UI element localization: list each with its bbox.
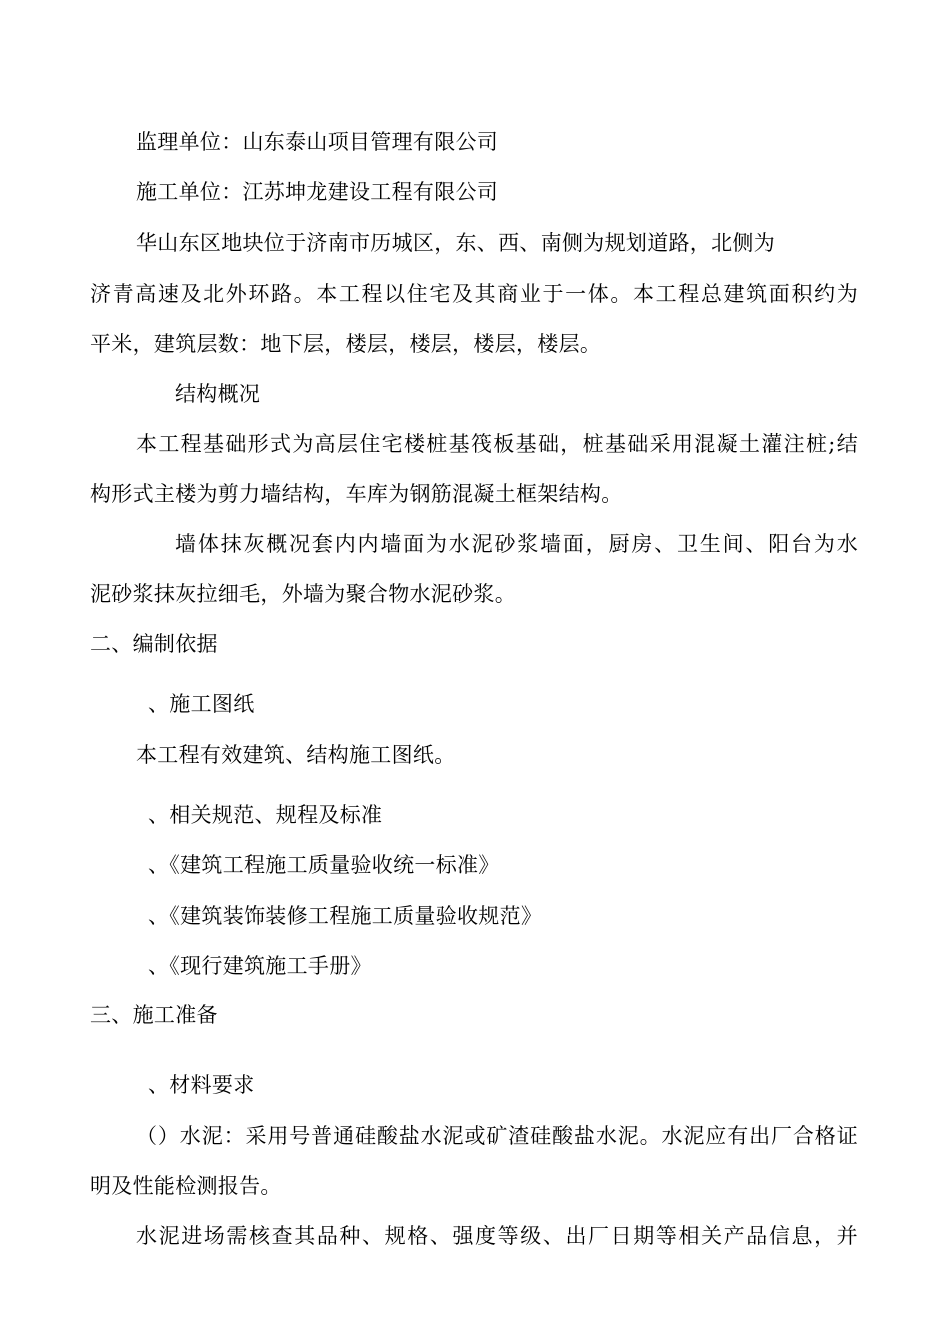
standard-item-2: 、《建筑装饰装修工程施工质量验收规范》: [148, 904, 543, 928]
item-materials: 、材料要求: [148, 1073, 255, 1097]
structure-line-1: 本工程基础形式为高层住宅楼桩基筏板基础，桩基础采用混凝土灌注桩;结: [136, 432, 858, 456]
standard-item-3: 、《现行建筑施工手册》: [148, 954, 372, 978]
structure-line-2: 构形式主楼为剪力墙结构，车库为钢筋混凝土框架结构。: [90, 482, 623, 506]
plaster-overview-line-2: 泥砂浆抹灰拉细毛，外墙为聚合物水泥砂浆。: [90, 582, 516, 606]
plaster-overview-line-1: 墙体抹灰概况套内内墙面为水泥砂浆墙面，厨房、卫生间、阳台为水: [175, 532, 858, 556]
cement-line-1: （）水泥：采用号普通硅酸盐水泥或矿渣硅酸盐水泥。水泥应有出厂合格证: [136, 1124, 858, 1148]
standard-item-1: 、《建筑工程施工质量验收统一标准》: [148, 853, 500, 877]
section-heading-preparation: 三、施工准备: [90, 1003, 218, 1027]
drawings-description: 本工程有效建筑、结构施工图纸。: [136, 743, 456, 767]
section-heading-basis: 二、编制依据: [90, 632, 218, 656]
supervision-unit-line: 监理单位：山东泰山项目管理有限公司: [136, 130, 499, 154]
item-standards: 、相关规范、规程及标准: [148, 803, 383, 827]
project-overview-line-2: 济青高速及北外环路。本工程以住宅及其商业于一体。本工程总建筑面积约为: [90, 282, 858, 306]
construction-unit-line: 施工单位：江苏坤龙建设工程有限公司: [136, 180, 499, 204]
cement-line-2: 明及性能检测报告。: [90, 1174, 282, 1198]
item-drawings: 、施工图纸: [148, 692, 255, 716]
cement-inspection-line: 水泥进场需核查其品种、规格、强度等级、出厂日期等相关产品信息，并: [136, 1224, 858, 1248]
project-overview-line-3: 平米，建筑层数：地下层，楼层，楼层，楼层，楼层。: [90, 332, 602, 356]
project-overview-line-1: 华山东区地块位于济南市历城区，东、西、南侧为规划道路，北侧为: [136, 231, 775, 255]
structure-overview-heading: 结构概况: [175, 382, 261, 406]
